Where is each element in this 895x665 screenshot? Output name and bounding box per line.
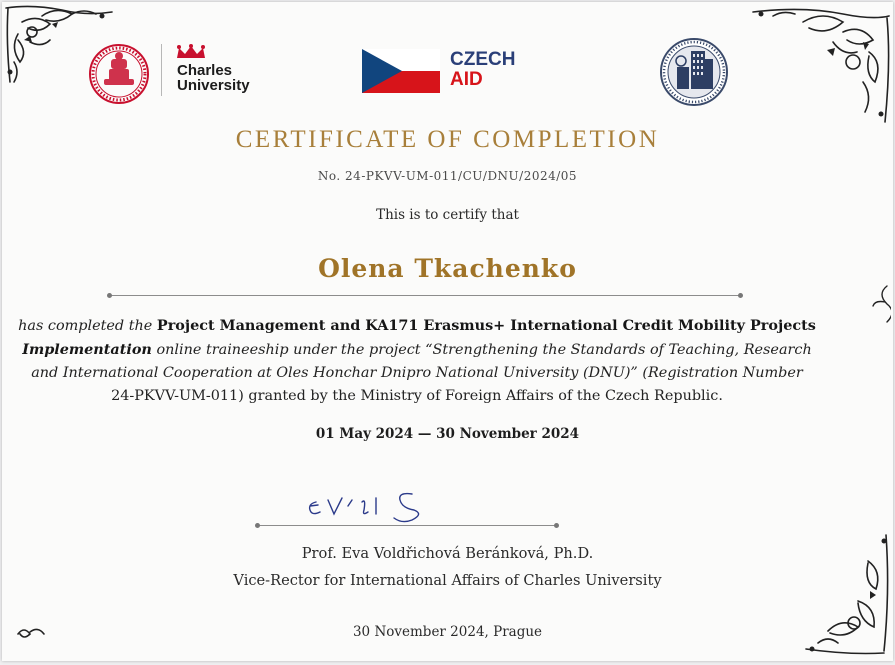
signer-name: Prof. Eva Voldřichová Beránková, Ph.D. (301, 545, 594, 562)
certificate-page (2, 2, 893, 661)
completion-statement (12, 314, 822, 408)
signature-line (257, 525, 557, 526)
corner-ornament-top-right (743, 2, 893, 132)
recipient-name: Olena Tkachenko (318, 254, 577, 283)
university-line: University (177, 77, 250, 94)
handwritten-signature (302, 488, 472, 528)
certificate-title: CERTIFICATE OF COMPLETION (235, 126, 660, 153)
statement-line-2: and International Cooperation at Oles Honchar Dnipro National University (DNU)” (Registration Number (31, 365, 803, 381)
dnu-university-seal-icon (655, 37, 733, 107)
place-and-date: 30 November 2024, Prague (352, 624, 543, 640)
czech-flag-icon (362, 49, 440, 93)
course-title-part-2: Implementation (22, 341, 152, 358)
aid-line: AID (450, 69, 483, 90)
statement-prefix: has completed the (18, 318, 157, 334)
czech-aid-wordmark (450, 50, 515, 90)
certificate-number: No. 24-PKVV-UM-011/CU/DNU/2024/05 (317, 169, 578, 183)
charles-university-wordmark (177, 63, 250, 93)
charles-university-seal-icon (88, 43, 150, 105)
traineeship-dates: 01 May 2024 — 30 November 2024 (315, 426, 580, 442)
signer-role: Vice-Rector for International Affairs of Charles University (233, 572, 662, 589)
corner-ornament-bottom-left (16, 624, 46, 642)
name-divider (109, 295, 741, 296)
czech-line: CZECH (450, 49, 516, 70)
crown-icon (175, 44, 207, 60)
charles-line: Charles (177, 62, 233, 79)
statement-line-3: 24-PKVV-UM-011) granted by the Ministry of Foreign Affairs of the Czech Republic. (111, 388, 723, 404)
statement-line-1: online traineeship under the project “Strengthening the Standards of Teaching, Research (151, 342, 812, 358)
course-title-part-1: Project Management and KA171 Erasmus+ International Credit Mobility Projects (156, 317, 816, 334)
side-ornament-right (869, 284, 891, 324)
logo-divider (161, 44, 162, 96)
corner-ornament-bottom-right (798, 531, 893, 661)
certify-line: This is to certify that (376, 207, 519, 223)
